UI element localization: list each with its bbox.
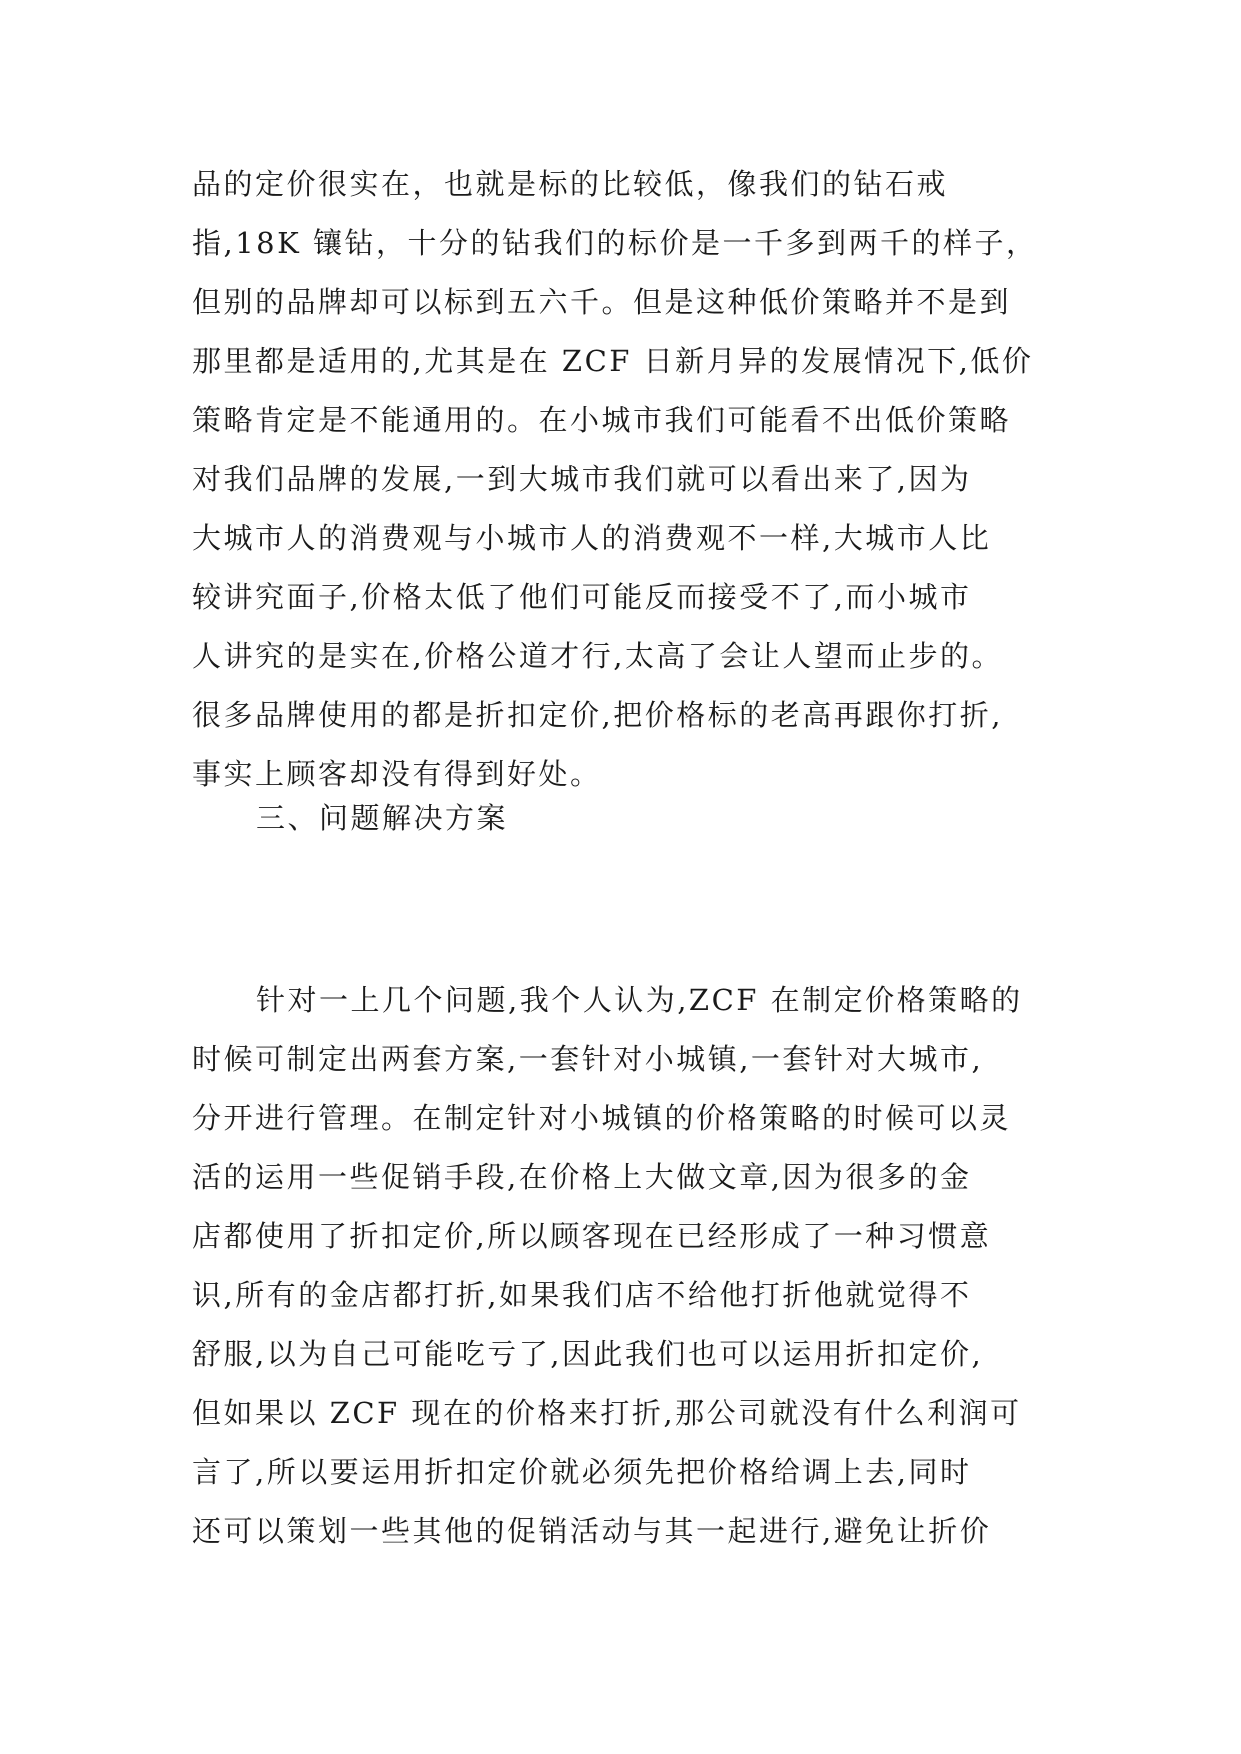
- paragraph-2: [192, 971, 1072, 1561]
- paragraph-1: [192, 155, 1072, 804]
- section-heading-text: 三、问题解决方案: [256, 801, 509, 835]
- paragraph-line: 舒服,以为自己可能吃亏了,因此我们也可以运用折扣定价,: [192, 1337, 984, 1371]
- paragraph-line: 识,所有的金店都打折,如果我们店不给他打折他就觉得不: [192, 1278, 972, 1312]
- paragraph-line: 较讲究面子,价格太低了他们可能反而接受不了,而小城市: [192, 580, 972, 614]
- paragraph-line: 时候可制定出两套方案,一套针对小城镇,一套针对大城市,: [192, 1042, 984, 1076]
- paragraph-line: 很多品牌使用的都是折扣定价,把价格标的老高再跟你打折,: [192, 698, 1003, 732]
- paragraph-line: 事实上顾客却没有得到好处。: [192, 757, 602, 791]
- paragraph-line: 分开进行管理。在制定针对小城镇的价格策略的时候可以灵: [192, 1101, 1012, 1135]
- paragraph-line: 品的定价很实在，也就是标的比较低，像我们的钻石戒: [192, 167, 949, 201]
- paragraph-line: 活的运用一些促销手段,在价格上大做文章,因为很多的金: [192, 1160, 972, 1194]
- paragraph-line: 店都使用了折扣定价,所以顾客现在已经形成了一种习惯意: [192, 1219, 992, 1253]
- paragraph-line: 策略肯定是不能通用的。在小城市我们可能看不出低价策略: [192, 403, 1012, 437]
- paragraph-line: 但如果以 ZCF 现在的价格来打折,那公司就没有什么利润可: [192, 1396, 1022, 1430]
- paragraph-line: 针对一上几个问题,我个人认为,ZCF 在制定价格策略的: [256, 983, 1023, 1017]
- paragraph-line: 但别的品牌却可以标到五六千。但是这种低价策略并不是到: [192, 285, 1012, 319]
- paragraph-line: 指,18K 镶钻，十分的钻我们的标价是一千多到两千的样子，: [192, 226, 1038, 260]
- paragraph-line: 那里都是适用的,尤其是在 ZCF 日新月异的发展情况下,低价: [192, 344, 1034, 378]
- section-heading: [256, 789, 1136, 848]
- paragraph-line: 还可以策划一些其他的促销活动与其一起进行,避免让折价: [192, 1514, 992, 1548]
- paragraph-line: 大城市人的消费观与小城市人的消费观不一样,大城市人比: [192, 521, 992, 555]
- paragraph-line: 人讲究的是实在,价格公道才行,太高了会让人望而止步的。: [192, 639, 1003, 673]
- paragraph-line: 对我们品牌的发展,一到大城市我们就可以看出来了,因为: [192, 462, 972, 496]
- paragraph-line: 言了,所以要运用折扣定价就必须先把价格给调上去,同时: [192, 1455, 972, 1489]
